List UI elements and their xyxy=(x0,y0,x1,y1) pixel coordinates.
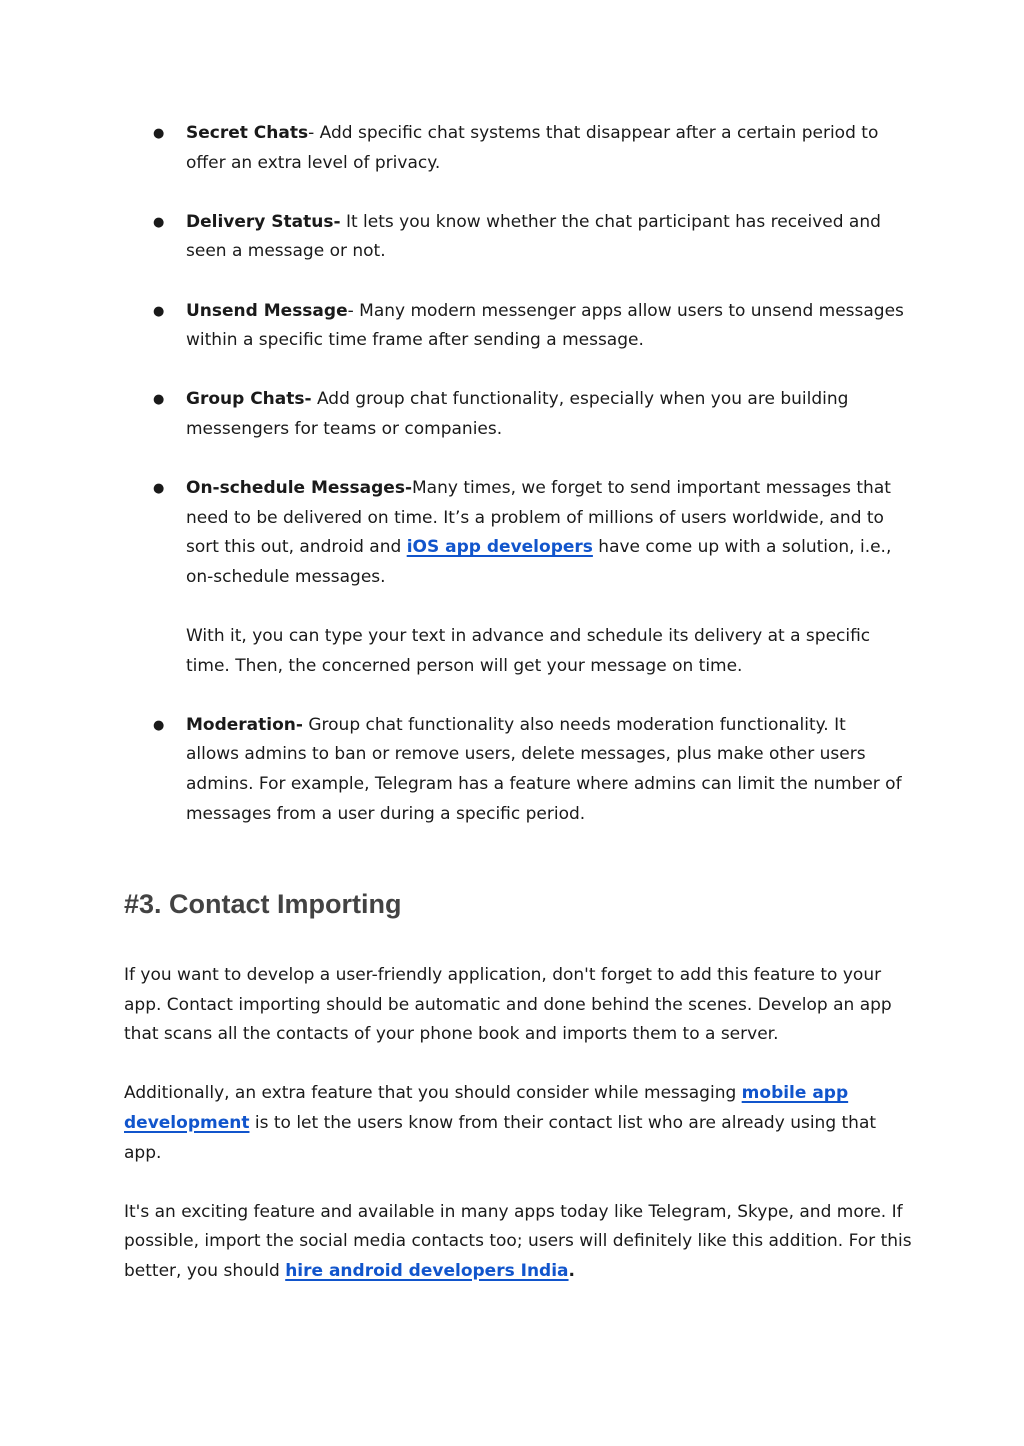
feature-description: Many times, we forget to send important messages that need to be delivered on time. It’s a problem of millions of users worldwide, and to sort this out, android and xyxy=(186,478,891,558)
ios-app-developers-link[interactable]: iOS app developers xyxy=(406,537,593,558)
feature-text: Unsend Message- Many modern messenger apps allow users to unsend messages within a specific time frame after sending a message. xyxy=(186,300,904,351)
section-body xyxy=(124,961,914,1316)
feature-text: Secret Chats- Add specific chat systems that disappear after a certain period to offer an extra level of privacy. xyxy=(186,123,879,173)
paragraph: It's an exciting feature and available in many apps today like Telegram, Skype, and more. If possible, import the social media contacts too; users will definitely like this addition. For this better, you should hire android developers India. xyxy=(124,1201,912,1281)
feature-title: Delivery Status- xyxy=(186,211,341,232)
section-heading: #3. Contact Importing xyxy=(124,889,402,919)
bullet-icon: ● xyxy=(153,392,165,408)
feature-text xyxy=(186,385,904,444)
feature-description: Many modern messenger apps allow users to unsend messages within a specific time frame after sending a message. xyxy=(186,300,904,351)
bullet-icon: ● xyxy=(153,214,165,230)
feature-text xyxy=(186,711,904,829)
feature-description: Group chat functionality also needs moderation functionality. It allows admins to ban or remove users, delete messages, plus make other users admins. For example, Telegram has a feature where admins can limit the number of messages from a user during a specific period. xyxy=(186,714,902,824)
mobile-app-development-link[interactable]: mobile app development xyxy=(124,1083,849,1133)
paragraph: Additionally, an extra feature that you should consider while messaging mobile app development is to let the users know from their contact list who are already using that app. xyxy=(124,1083,877,1163)
bullet-icon: ● xyxy=(153,303,165,319)
feature-description: Add group chat functionality, especially when you are building messengers for teams or companies. xyxy=(186,389,849,439)
paragraph: If you want to develop a user-friendly application, don't forget to add this feature to your app. Contact importing should be automatic and done behind the scenes. Develop an app that scans all the contacts of your phone book and imports them to a server. xyxy=(124,965,892,1045)
feature-description: It lets you know whether the chat participant has received and seen a message or not. xyxy=(186,211,881,262)
bullet-icon: ● xyxy=(153,481,165,497)
feature-text xyxy=(186,208,904,267)
hire-android-developers-link[interactable]: hire android developers India xyxy=(285,1260,569,1281)
list-item xyxy=(0,385,1024,444)
list-item xyxy=(0,474,1024,681)
feature-title: Secret Chats xyxy=(186,123,309,143)
feature-list xyxy=(0,119,1024,859)
feature-text xyxy=(186,474,904,592)
list-item xyxy=(0,297,1024,356)
feature-description: Add specific chat systems that disappear after a certain period to offer an extra level of privacy. xyxy=(186,123,879,173)
bullet-icon: ● xyxy=(153,717,165,733)
list-item xyxy=(0,711,1024,829)
bullet-icon: ● xyxy=(153,126,165,141)
feature-title: Group Chats- xyxy=(186,389,312,410)
list-item xyxy=(0,119,1024,178)
feature-title: On-schedule Messages- xyxy=(186,478,413,499)
feature-description-cont: have come up with a solution, i.e., on-schedule messages. xyxy=(186,537,892,587)
feature-extra-text: With it, you can type your text in advance and schedule its delivery at a specific time. Then, the concerned person will get your message on time. xyxy=(186,626,871,676)
list-item xyxy=(0,208,1024,267)
feature-title: Moderation- xyxy=(186,714,303,735)
feature-title: Unsend Message xyxy=(186,300,348,321)
